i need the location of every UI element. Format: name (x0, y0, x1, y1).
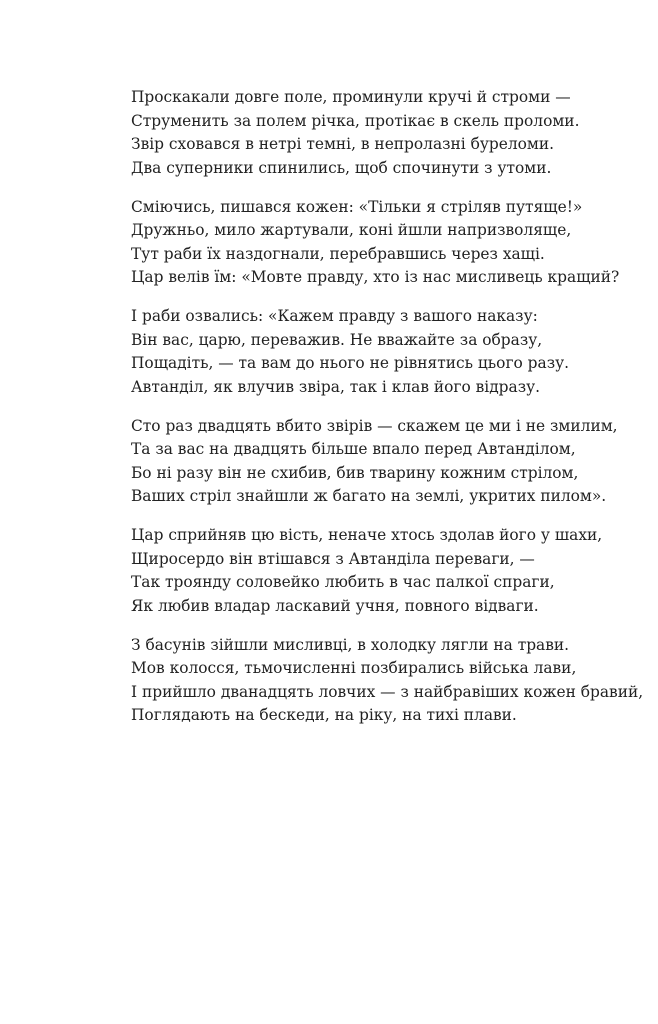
verse-line: Цар велів їм: «Мовте правду, хто із нас мисливець кращий? (131, 268, 620, 286)
stanza-5 (131, 524, 611, 618)
stanza-6 (131, 634, 644, 728)
verse-line: Сто раз двадцять вбито звірів — скажем це ми і не змилим, (131, 416, 618, 435)
verse-line: І прийшло дванадцять ловчих — з найбравіших кожен бравий, (131, 682, 644, 701)
poem-text (131, 86, 644, 743)
verse-line: Тут раби їх наздогнали, перебравшись через хащі. (131, 244, 545, 263)
verse-line: Автанділ, як влучив звіра, так і клав його відразу. (131, 377, 541, 396)
verse-line: Щиросердо він втішався з Автанділа переваги, — (131, 549, 535, 568)
verse-line: Проскакали довге поле, проминули кручі й строми — (131, 88, 571, 106)
verse-line: Пощадіть, — та вам до нього не рівнятись цього разу. (131, 354, 570, 372)
verse-line: Мов колосся, тьмочисленні позбирались війська лави, (131, 659, 577, 677)
verse-line: Струменить за полем річка, протікає в скель проломи. (131, 111, 580, 130)
verse-line: Поглядають на бескеди, на ріку, на тихі плави. (131, 706, 517, 724)
verse-line: Ваших стріл знайшли ж багато на землі, укритих пилом». (131, 487, 607, 505)
verse-line: Та за вас на двадцять більше впало перед Автанділом, (131, 440, 576, 458)
verse-line: Сміючись, пишався кожен: «Тільки я стріляв путяще!» (131, 197, 583, 216)
stanza-1 (131, 86, 611, 180)
stanza-2 (131, 196, 620, 290)
stanza-4 (131, 415, 618, 509)
verse-line: Так троянду соловейко любить в час палкої спраги, (131, 573, 555, 591)
verse-line: І раби озвались: «Кажем правду з вашого наказу: (131, 307, 538, 325)
verse-line: Він вас, царю, переважив. Не вважайте за образу, (131, 330, 543, 349)
verse-line: Два суперники спинились, щоб спочинути з утоми. (131, 158, 552, 177)
verse-line: З басунів зійшли мисливці, в холодку лягли на трави. (131, 635, 570, 654)
verse-line: Бо ні разу він не схибив, бив тварину кожним стрілом, (131, 463, 579, 482)
stanza-3 (131, 305, 611, 399)
verse-line: Дружньо, мило жартували, коні йшли напризволяще, (131, 221, 572, 239)
verse-line: Як любив владар ласкавий учня, повного відваги. (131, 596, 539, 615)
verse-line: Звір сховався в нетрі темні, в непролазні буреломи. (131, 135, 555, 153)
verse-line: Цар сприйняв цю вість, неначе хтось здолав його у шахи, (131, 526, 603, 544)
